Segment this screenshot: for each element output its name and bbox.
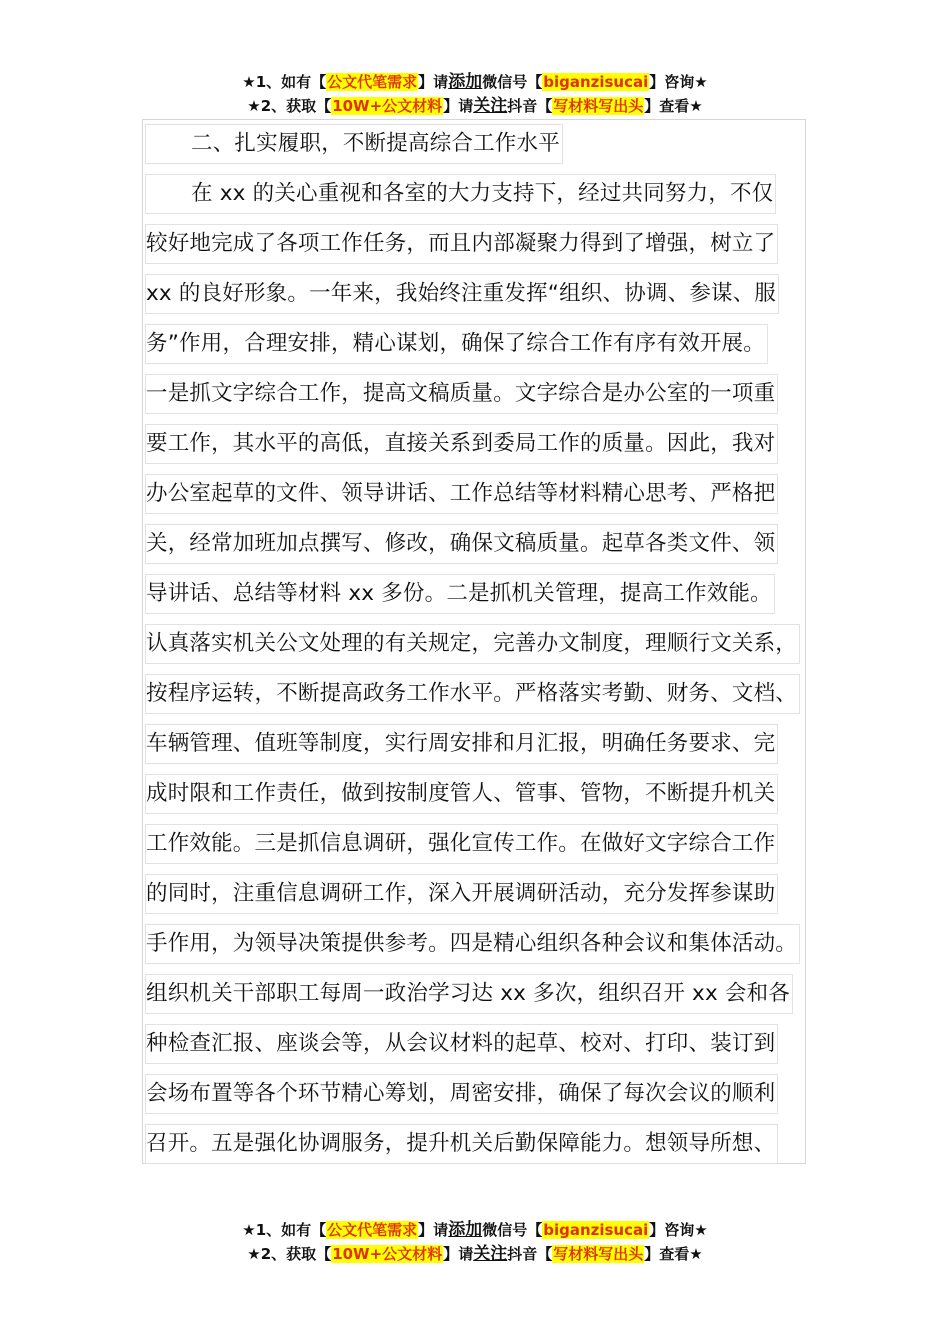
text-line: 的同时，注重信息调研工作，深入开展调研活动，充分发挥参谋助 (145, 874, 817, 924)
text-line: 一是抓文字综合工作，提高文稿质量。文字综合是办公室的一项重 (145, 374, 817, 424)
text-line: 按程序运转，不断提高政务工作水平。严格落实考勤、财务、文档、 (145, 674, 817, 724)
highlight-wechat-id: biganzisucai (543, 73, 649, 91)
text-line: 种检查汇报、座谈会等，从会议材料的起草、校对、打印、装订到 (145, 1024, 817, 1074)
highlight-service: 公文代笔需求 (327, 73, 418, 91)
text-line: 手作用，为领导决策提供参考。四是精心组织各种会议和集体活动。 (145, 924, 817, 974)
banner-line-2: ★2、获取【10W+公文材料】请关注抖音【写材料写出头】查看★ (247, 1244, 703, 1264)
text-line: 导讲话、总结等材料 xx 多份。二是抓机关管理，提高工作效能。 (145, 574, 817, 624)
highlight-service: 公文代笔需求 (327, 1221, 418, 1239)
section-heading: 二、扎实履职，不断提高综合工作水平 (145, 124, 563, 164)
text-line: 务”作用，合理安排，精心谋划，确保了综合工作有序有效开展。 (145, 324, 817, 374)
bottom-banner (0, 1218, 950, 1266)
highlight-wechat-id: biganzisucai (543, 1221, 649, 1239)
text-line: 成时限和工作责任，做到按制度管人、管事、管物，不断提升机关 (145, 774, 817, 824)
text-line: 组织机关干部职工每周一政治学习达 xx 多次，组织召开 xx 会和各 (145, 974, 817, 1024)
banner-line-1: ★1、如有【公文代笔需求】请添加微信号【biganzisucai】咨询★ (242, 1220, 708, 1240)
text-line: 在 xx 的关心重视和各室的大力支持下，经过共同努力，不仅 (145, 174, 817, 224)
text-line: 要工作，其水平的高低，直接关系到委局工作的质量。因此，我对 (145, 424, 817, 474)
document-body (145, 124, 817, 1174)
text-line: 工作效能。三是抓信息调研，强化宣传工作。在做好文字综合工作 (145, 824, 817, 874)
highlight-materials: 10W+公文材料 (332, 97, 443, 115)
highlight-materials: 10W+公文材料 (332, 1245, 443, 1263)
text-line: 办公室起草的文件、领导讲话、工作总结等材料精心思考、严格把 (145, 474, 817, 524)
text-line: 召开。五是强化协调服务，提升机关后勤保障能力。想领导所想、 (145, 1124, 817, 1174)
banner-line-2: ★2、获取【10W+公文材料】请关注抖音【写材料写出头】查看★ (247, 96, 703, 116)
text-line: xx 的良好形象。一年来，我始终注重发挥“组织、协调、参谋、服 (145, 274, 817, 324)
text-line: 会场布置等各个环节精心筹划，周密安排，确保了每次会议的顺利 (145, 1074, 817, 1124)
text-line (145, 124, 817, 174)
highlight-douyin-id: 写材料写出头 (553, 97, 644, 115)
text-line: 车辆管理、值班等制度，实行周安排和月汇报，明确任务要求、完 (145, 724, 817, 774)
text-line: 较好地完成了各项工作任务，而且内部凝聚力得到了增强，树立了 (145, 224, 817, 274)
text-line: 认真落实机关公文处理的有关规定，完善办文制度，理顺行文关系， (145, 624, 817, 674)
text-line: 关，经常加班加点撰写、修改，确保文稿质量。起草各类文件、领 (145, 524, 817, 574)
highlight-douyin-id: 写材料写出头 (553, 1245, 644, 1263)
top-banner (0, 70, 950, 118)
banner-line-1: ★1、如有【公文代笔需求】请添加微信号【biganzisucai】咨询★ (242, 72, 708, 92)
